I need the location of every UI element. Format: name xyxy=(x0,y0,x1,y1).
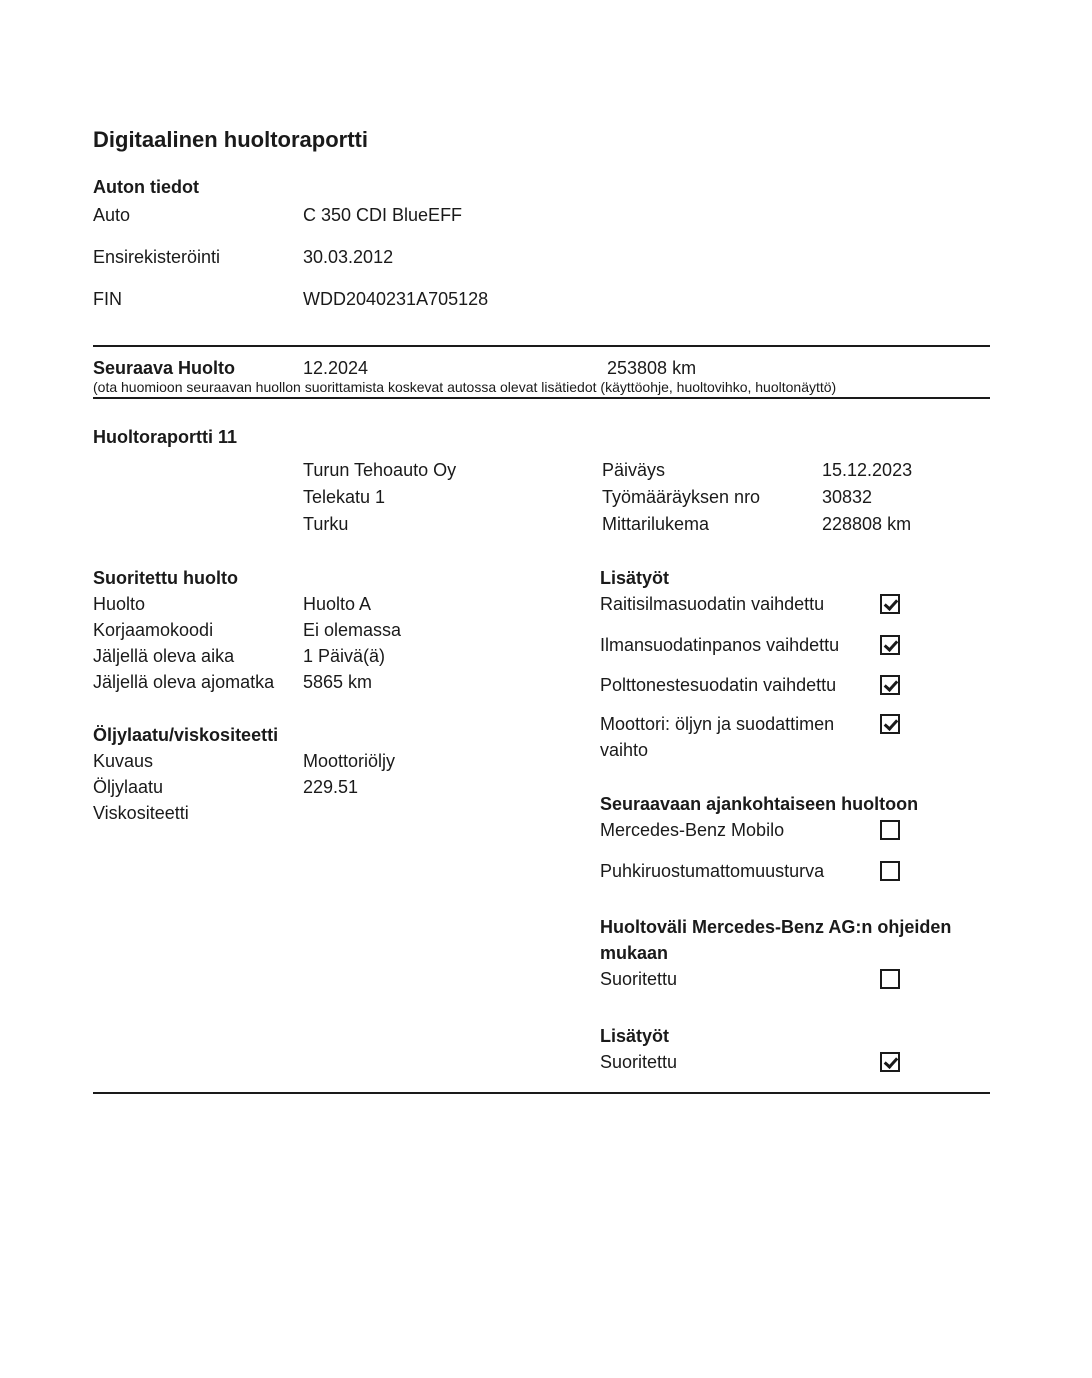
divider-top xyxy=(93,345,990,347)
check-label: Suoritettu xyxy=(600,1052,678,1072)
checkbox-mobilo[interactable] xyxy=(880,820,900,840)
check-row xyxy=(600,632,992,658)
field-row xyxy=(93,244,593,270)
next-service-km: 253808 km xyxy=(607,358,697,378)
checkbox-raitisilmasuodatin[interactable] xyxy=(880,594,900,614)
workshop-street: Telekatu 1 xyxy=(303,487,386,507)
workshop-address xyxy=(303,457,456,538)
check-row xyxy=(600,966,992,992)
field-label: Auto xyxy=(93,205,131,225)
field-label: Mittarilukema xyxy=(602,514,710,534)
field-label: Ensirekisteröinti xyxy=(93,247,221,267)
checkbox-huoltovali-suoritettu[interactable] xyxy=(880,969,900,989)
check-label: Moottori: öljyn ja suodattimen vaihto xyxy=(600,714,835,760)
field-label: FIN xyxy=(93,289,122,309)
field-row xyxy=(93,669,563,695)
workshop-name: Turun Tehoauto Oy xyxy=(303,460,457,480)
field-value: 15.12.2023 xyxy=(822,460,913,480)
field-row xyxy=(93,617,563,643)
check-row xyxy=(600,817,992,843)
section-suoritettu-huolto xyxy=(93,565,563,826)
field-row xyxy=(93,774,563,800)
section-heading: Lisätyöt xyxy=(600,568,670,588)
field-value: 30.03.2012 xyxy=(303,247,394,267)
section-heading-seuraavaan: Seuraavaan ajankohtaiseen huoltoon xyxy=(600,794,919,814)
field-value: Ei olemassa xyxy=(303,620,402,640)
field-value: WDD2040231A705128 xyxy=(303,289,489,309)
check-label: Puhkiruostumattomuusturva xyxy=(600,861,825,881)
field-row xyxy=(93,643,563,669)
field-label: Korjaamokoodi xyxy=(93,620,214,640)
field-row xyxy=(93,748,563,774)
divider-middle xyxy=(93,397,990,399)
check-label: Raitisilmasuodatin vaihdettu xyxy=(600,594,825,614)
field-row xyxy=(602,511,990,538)
field-value: 5865 km xyxy=(303,672,373,692)
check-row xyxy=(600,672,992,698)
check-label: Ilmansuodatinpanos vaihdettu xyxy=(600,635,840,655)
field-value: C 350 CDI BlueEFF xyxy=(303,205,463,225)
check-row xyxy=(600,591,992,617)
checkbox-lisatyot-suoritettu[interactable] xyxy=(880,1052,900,1072)
checkbox-moottorin-oljynvaihto[interactable] xyxy=(880,714,900,734)
page-title: Digitaalinen huoltoraportti xyxy=(93,127,368,152)
field-value: 228808 km xyxy=(822,514,912,534)
field-row xyxy=(93,800,563,826)
field-value: 229.51 xyxy=(303,777,359,797)
field-value: 1 Päivä(ä) xyxy=(303,646,386,666)
check-row xyxy=(600,1049,992,1075)
workshop-city: Turku xyxy=(303,514,349,534)
field-label: Työmääräyksen nro xyxy=(602,487,761,507)
check-label: Suoritettu xyxy=(600,969,678,989)
check-row xyxy=(600,858,992,884)
field-row xyxy=(93,202,593,228)
field-label: Päiväys xyxy=(602,460,666,480)
field-label: Kuvaus xyxy=(93,751,154,771)
next-service-label: Seuraava Huolto xyxy=(93,358,236,378)
field-label: Viskositeetti xyxy=(93,803,189,823)
section-heading-oljylaatu: Öljylaatu/viskositeetti xyxy=(93,725,279,745)
field-row xyxy=(93,591,563,617)
checkbox-puhkiruostumattomuusturva[interactable] xyxy=(880,861,900,881)
divider-bottom xyxy=(93,1092,990,1094)
checkbox-polttonestesuodatin[interactable] xyxy=(880,675,900,695)
next-service-date: 12.2024 xyxy=(303,358,369,378)
checkbox-ilmansuodatinpanos[interactable] xyxy=(880,635,900,655)
report-heading: Huoltoraportti 11 xyxy=(93,427,238,447)
field-label: Jäljellä oleva ajomatka xyxy=(93,672,275,692)
section-heading: Auton tiedot xyxy=(93,177,199,197)
field-label: Jäljellä oleva aika xyxy=(93,646,235,666)
field-row xyxy=(93,286,593,312)
section-lisatyot xyxy=(600,565,992,1075)
report-meta xyxy=(602,457,990,538)
section-heading-lisatyot-2: Lisätyöt xyxy=(600,1026,670,1046)
field-label: Öljylaatu xyxy=(93,777,164,797)
field-value: Moottoriöljy xyxy=(303,751,396,771)
field-value: 30832 xyxy=(822,487,873,507)
field-label: Huolto xyxy=(93,594,146,614)
check-label: Polttonestesuodatin vaihdettu xyxy=(600,675,837,695)
field-row xyxy=(602,484,990,511)
field-row xyxy=(602,457,990,484)
check-label: Mercedes-Benz Mobilo xyxy=(600,820,785,840)
next-service-note: (ota huomioon seuraavan huollon suorittamista koskevat autossa olevat lisätiedot (käyttöohje, huoltovihko, huoltonäyttö) xyxy=(93,379,837,395)
section-heading: Suoritettu huolto xyxy=(93,568,238,588)
section-auton-tiedot xyxy=(93,174,593,328)
check-row xyxy=(600,711,992,763)
section-heading-huoltovali: Huoltoväli Mercedes-Benz AG:n ohjeiden mukaan xyxy=(600,917,952,963)
field-value: Huolto A xyxy=(303,594,372,614)
